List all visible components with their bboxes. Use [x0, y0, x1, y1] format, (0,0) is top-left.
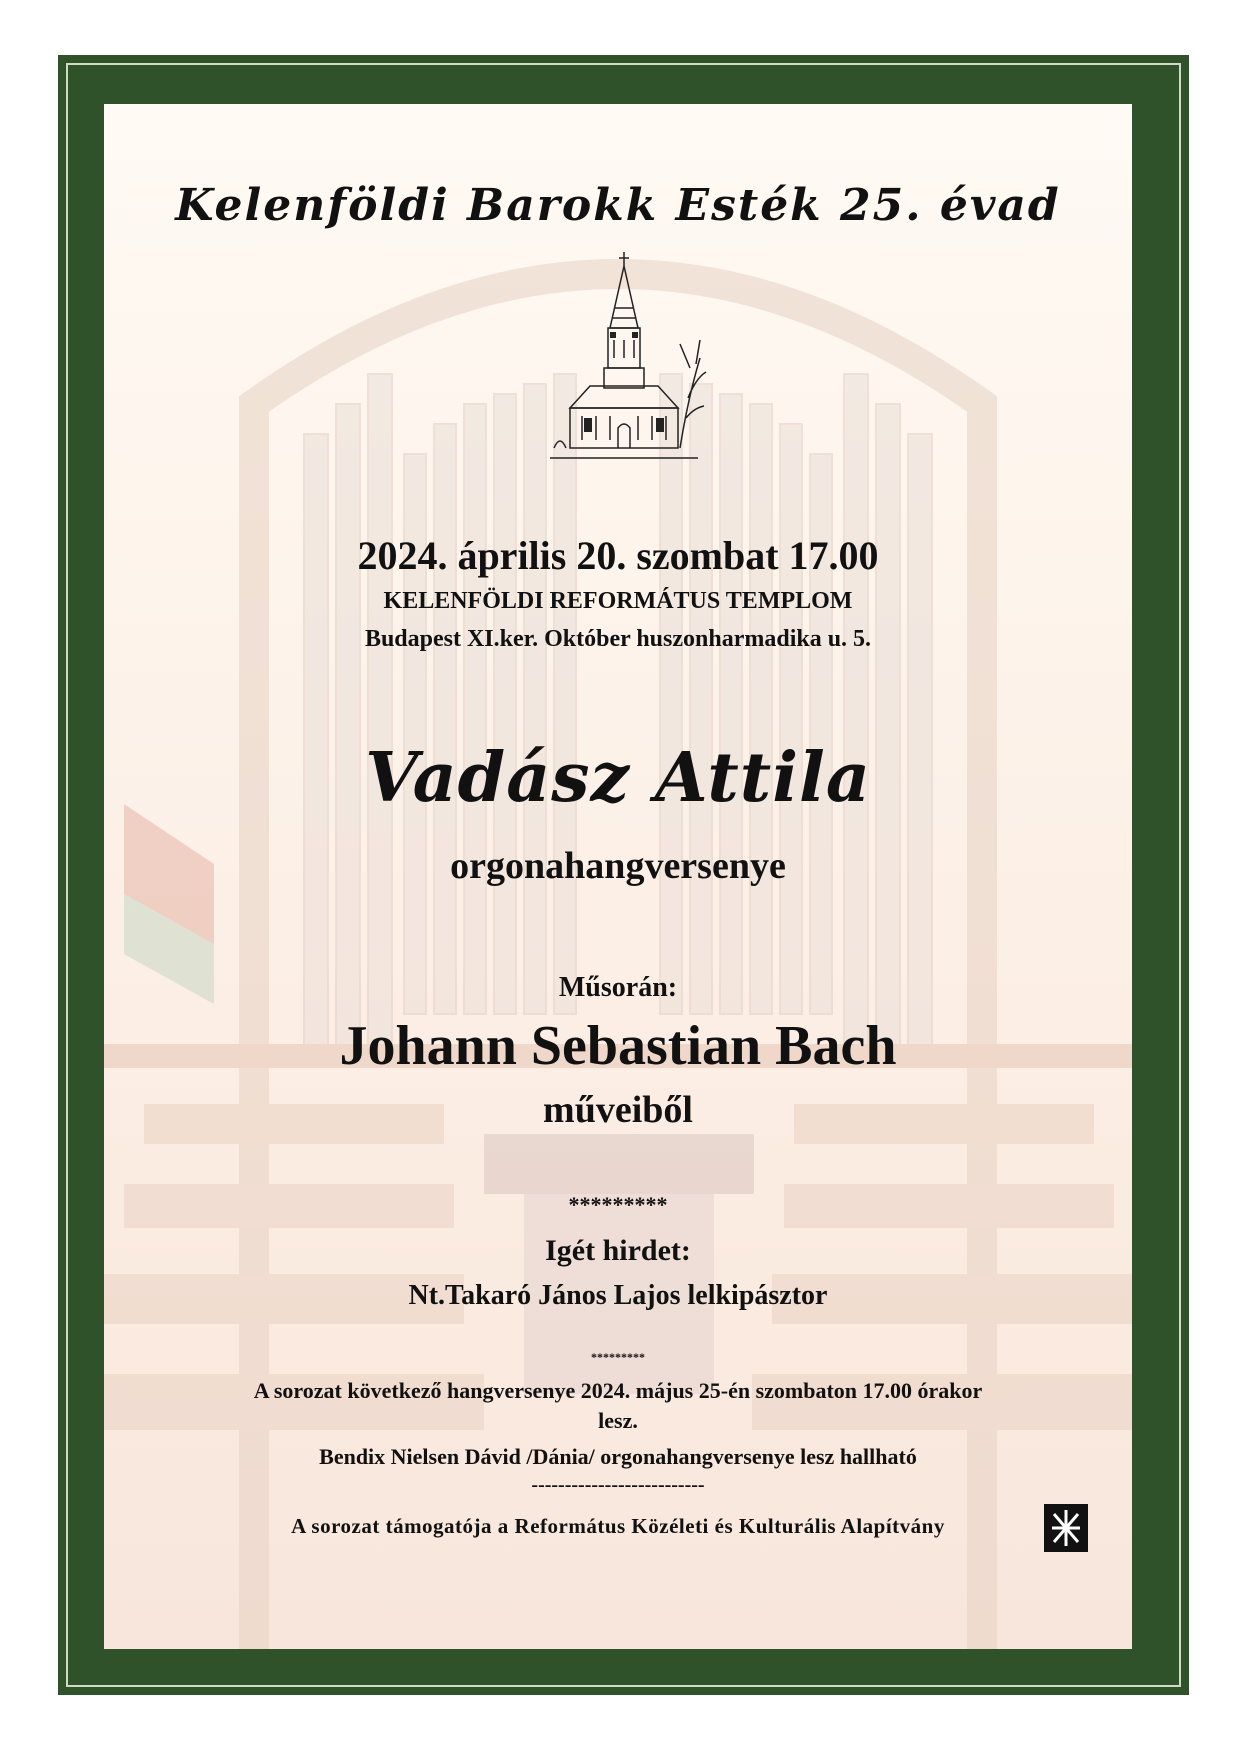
next-concert-performer: Bendix Nielsen Dávid /Dánia/ orgonahangversenye lesz hallható — [319, 1444, 917, 1469]
preacher-name: Nt.Takaró János Lajos lelkipásztor — [408, 1280, 828, 1311]
foundation-logo-icon — [1044, 1504, 1088, 1552]
event-subtitle: orgonahangversenye — [450, 845, 786, 887]
separator-dashes: -------------------------- — [531, 1474, 705, 1496]
venue: KELENFÖLDI REFORMÁTUS TEMPLOM — [383, 588, 853, 614]
next-concert-line: lesz. — [598, 1408, 638, 1433]
poster — [104, 104, 1132, 1649]
church-sketch-image — [540, 248, 708, 480]
sponsor-line: A sorozat támogatója a Református Közéleti és Kulturális Alapítvány — [291, 1514, 945, 1538]
next-concert-line: A sorozat következő hangversenye 2024. május 25-én szombaton 17.00 órakor — [253, 1378, 983, 1403]
performer-name: Vadász Attila — [365, 738, 871, 818]
composer-name: Johann Sebastian Bach — [339, 1015, 897, 1077]
separator-stars: ********* — [568, 1192, 668, 1217]
date-time: 2024. április 20. szombat 17.00 — [357, 533, 879, 578]
program-label: Műsorán: — [558, 972, 678, 1003]
works-label: műveiből — [543, 1089, 693, 1131]
separator-stars-small: ********* — [591, 1350, 645, 1364]
series-title: Kelenföldi Barokk Esték 25. évad — [175, 180, 1061, 231]
address: Budapest XI.ker. Október huszonharmadika u. 5. — [364, 626, 872, 652]
sermon-label: Igét hirdet: — [545, 1234, 691, 1267]
